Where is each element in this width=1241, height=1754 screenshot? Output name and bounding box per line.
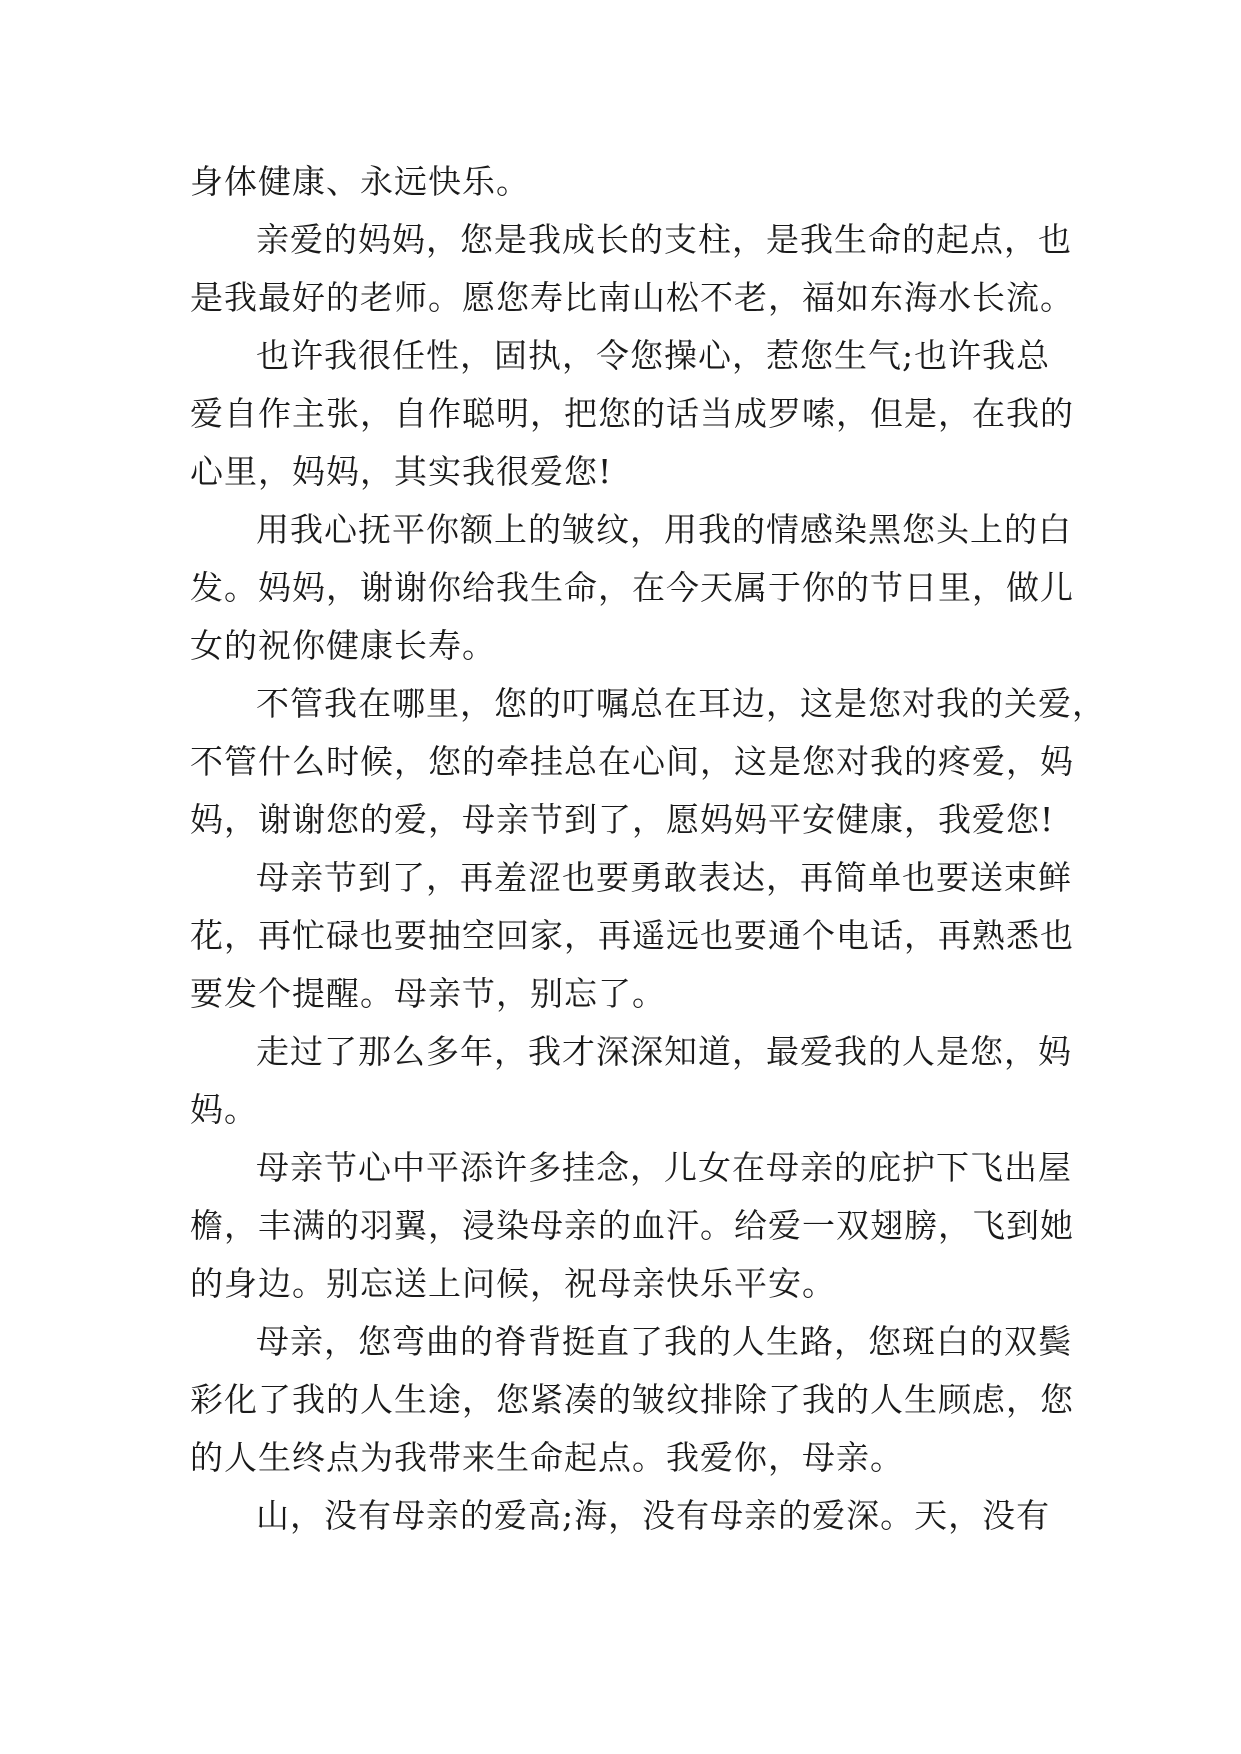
text-line: 是我最好的老师。愿您寿比南山松不老，福如东海水长流。: [190, 278, 1074, 317]
text-line: 用我心抚平你额上的皱纹，用我的情感染黑您头上的白: [256, 510, 1072, 549]
text-line: 不管什么时候，您的牵挂总在心间，这是您对我的疼爱，妈: [190, 742, 1074, 781]
text-line: 母亲节到了，再羞涩也要勇敢表达，再简单也要送束鲜: [256, 858, 1072, 897]
text-line: 的身边。别忘送上问候，祝母亲快乐平安。: [190, 1264, 836, 1303]
text-line: 妈，谢谢您的爱，母亲节到了，愿妈妈平安健康，我爱您!: [190, 800, 1055, 839]
text-line: 亲爱的妈妈，您是我成长的支柱，是我生命的起点，也: [256, 220, 1072, 259]
text-line: 花，再忙碌也要抽空回家，再遥远也要通个电话，再熟悉也: [190, 916, 1074, 955]
document-body: [190, 153, 1106, 1545]
text-line: 山，没有母亲的爱高;海，没有母亲的爱深。天，没有: [256, 1496, 1051, 1535]
text-line: 彩化了我的人生途，您紧凑的皱纹排除了我的人生顾虑，您: [190, 1380, 1074, 1419]
text-line: 女的祝你健康长寿。: [190, 626, 496, 665]
text-line: 也许我很任性，固执，令您操心，惹您生气;也许我总: [256, 336, 1051, 375]
text-line: 檐，丰满的羽翼，浸染母亲的血汗。给爱一双翅膀，飞到她: [190, 1206, 1074, 1245]
text-line: 不管我在哪里，您的叮嘱总在耳边，这是您对我的关爱，: [256, 684, 1106, 723]
text-line: 母亲节心中平添许多挂念，儿女在母亲的庇护下飞出屋: [256, 1148, 1072, 1187]
text-line: 的人生终点为我带来生命起点。我爱你，母亲。: [190, 1438, 904, 1477]
text-line: 走过了那么多年，我才深深知道，最爱我的人是您，妈: [256, 1032, 1072, 1071]
text-line: 发。妈妈，谢谢你给我生命，在今天属于你的节日里，做儿: [190, 568, 1074, 607]
text-line: 要发个提醒。母亲节，别忘了。: [190, 974, 666, 1013]
text-line: 心里，妈妈，其实我很爱您!: [190, 452, 613, 491]
text-line: 妈。: [190, 1090, 258, 1129]
text-line: 爱自作主张，自作聪明，把您的话当成罗嗦，但是，在我的: [190, 394, 1074, 433]
text-line: 母亲，您弯曲的脊背挺直了我的人生路，您斑白的双鬓: [256, 1322, 1072, 1361]
text-line: 身体健康、永远快乐。: [190, 162, 530, 201]
